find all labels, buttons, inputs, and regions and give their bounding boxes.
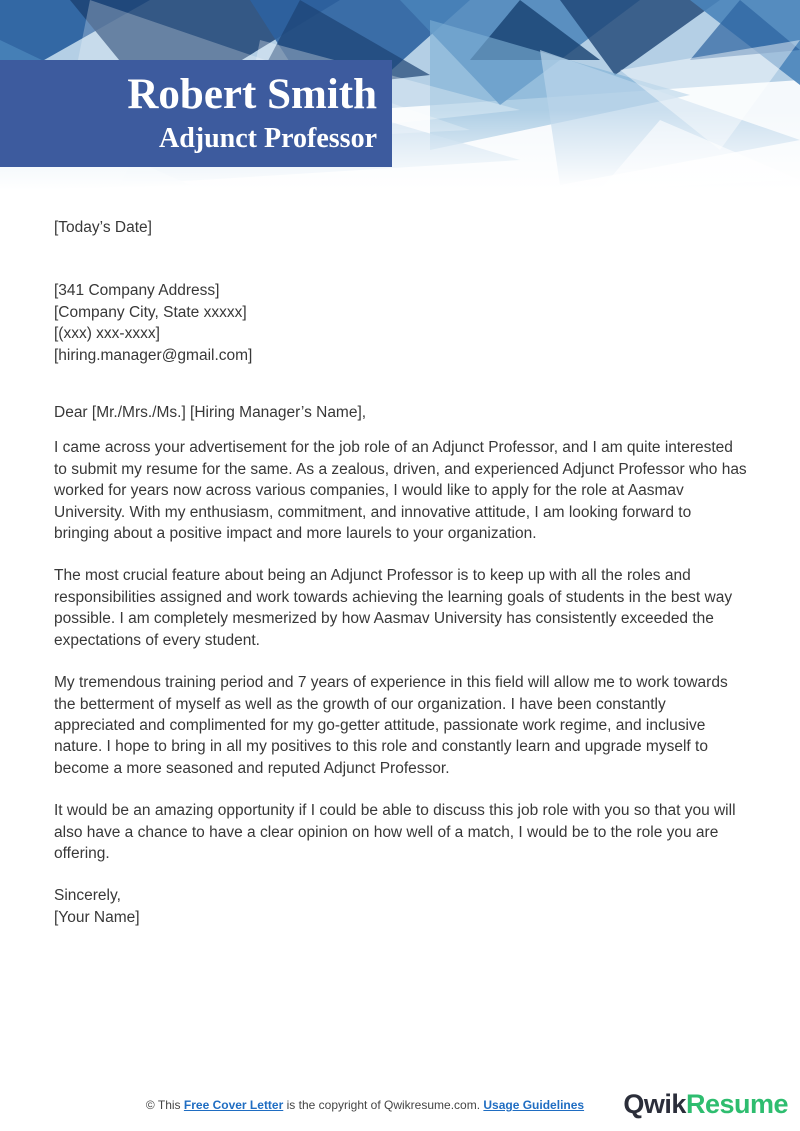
footer [0, 1085, 800, 1131]
logo-text-resume: Resume [685, 1089, 788, 1119]
address-line-email: [hiring.manager@gmail.com] [54, 346, 253, 364]
person-name: Robert Smith [127, 71, 377, 118]
copyright-prefix: © This [145, 1098, 181, 1112]
paragraph-3: My tremendous training period and 7 years of experience in this field will allow me to work towards the betterment of myself as well as the growth of our organization. I have been constantly appreciated and complimented for my go-getter attitude, passionate work regime, and inclusive nature. I hope to bring in all my positives to this role and constantly learn and upgrade myself to become a more seasoned and reputed Adjunct Professor. [54, 674, 728, 777]
greeting-line: Dear [Mr./Mrs./Ms.] [Hiring Manager’s Name], [54, 404, 367, 422]
address-line-street: [341 Company Address] [54, 282, 220, 300]
qwikresume-logo [623, 1089, 788, 1120]
usage-guidelines-link[interactable]: Usage Guidelines [483, 1098, 585, 1112]
paragraph-1: I came across your advertisement for the job role of an Adjunct Professor, and I am quite interested to submit my resume for the same. As a zealous, driven, and experienced Adjunct Professor who has worked for years now across various companies, I would like to apply for the role at Aasmav University. With my enthusiasm, commitment, and innovative attitude, I am looking forward to bringing about a positive impact and more laurels to your organization. [54, 439, 747, 543]
paragraph-2: The most crucial feature about being an Adjunct Professor is to keep up with all the roles and responsibilities assigned and work towards achieving the learning goals of students in the best way possible. I am completely mesmerized by how Aasmav University has consistently exceeded the expectations of every student. [54, 567, 733, 649]
closing-salutation: Sincerely, [54, 887, 121, 905]
person-job-title: Adjunct Professor [158, 123, 377, 154]
signature-placeholder: [Your Name] [54, 908, 140, 926]
copyright-text [0, 1098, 730, 1112]
closing-block [54, 885, 748, 928]
letter-header [0, 0, 800, 190]
logo-text-qwik: Qwik [623, 1089, 686, 1119]
copyright-middle: is the copyright of Qwikresume.com. [286, 1098, 481, 1112]
paragraph-4: It would be an amazing opportunity if I could be able to discuss this job role with you so that you will also have a chance to have a clear opinion on how well of a match, I would be to the role you are offering. [54, 802, 736, 862]
date-line: [Today’s Date] [54, 219, 152, 236]
address-line-city: [Company City, State xxxxx] [54, 303, 247, 321]
name-banner [0, 60, 392, 167]
free-cover-letter-link[interactable]: Free Cover Letter [183, 1098, 284, 1112]
address-block [54, 280, 748, 366]
letter-body [0, 190, 800, 928]
address-line-phone: [(xxx) xxx-xxxx] [54, 325, 160, 343]
